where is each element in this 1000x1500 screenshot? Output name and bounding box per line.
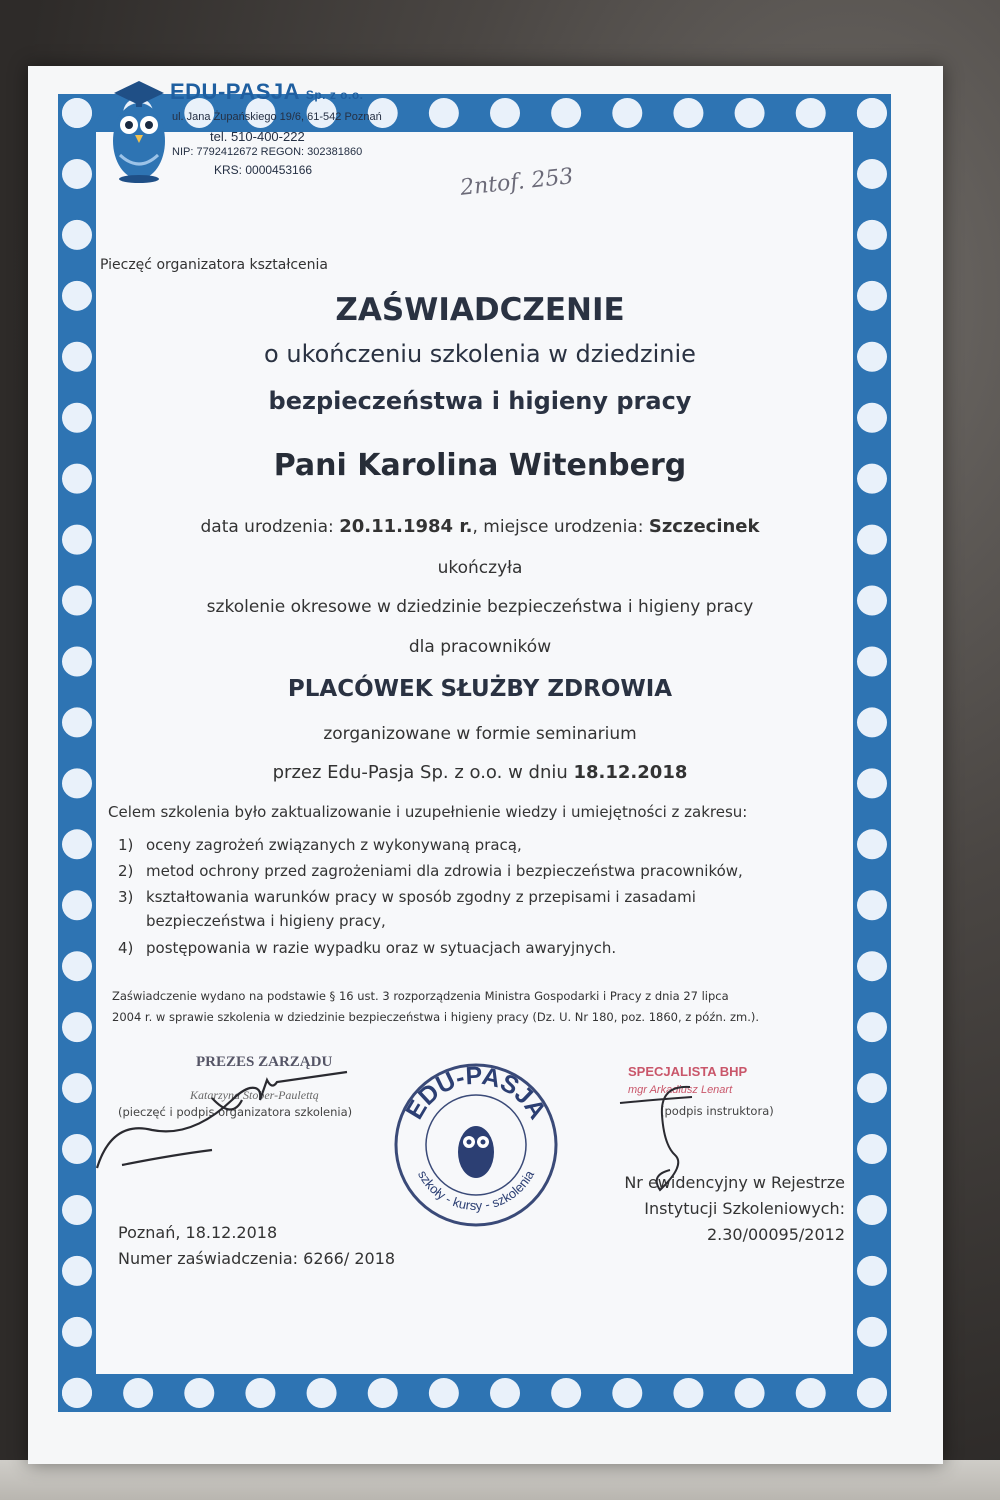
organized-by-prefix: przez Edu-Pasja Sp. z o.o. w dniu xyxy=(272,762,568,783)
goal-item: 4) postępowania w razie wypadku oraz w sytuacjach awaryjnych. xyxy=(118,939,617,957)
certificate-subtitle-bold: bezpieczeństwa i higieny pracy xyxy=(268,387,692,415)
organizer-krs: KRS: 0000453166 xyxy=(214,163,313,177)
organizer-nip-regon: NIP: 7792412672 REGON: 302381860 xyxy=(172,146,363,158)
birth-date: 20.11.1984 r. xyxy=(339,516,473,537)
organizer-address: ul. Jana Żupańskiego 19/6, 61-542 Poznań xyxy=(172,111,382,123)
legal-basis-line-1: Zaświadczenie wydano na podstawie § 16 ust. 3 rozporządzenia Ministra Gospodarki i Pracy z dnia 27 lipca xyxy=(112,989,729,1003)
certificate-title: ZAŚWIADCZENIE xyxy=(335,292,625,328)
svg-text:szkoły - kursy - szkolenia: szkoły - kursy - szkolenia xyxy=(414,1167,538,1214)
birth-info xyxy=(90,516,870,537)
president-stamp-title: PREZES ZARZĄDU xyxy=(196,1054,333,1070)
specialist-stamp-title: SPECJALISTA BHP xyxy=(628,1064,748,1079)
specialist-signature-caption: (podpis instruktora) xyxy=(660,1104,774,1118)
handwritten-note: 2ntof. 253 xyxy=(459,164,575,201)
registry-line-2: Instytucji Szkoleniowych: xyxy=(644,1199,845,1218)
goal-item: 2) metod ochrony przed zagrożeniami dla zdrowia i bezpieczeństwa pracowników, xyxy=(118,862,743,880)
issue-place-date: Poznań, 18.12.2018 xyxy=(118,1223,278,1242)
president-signature xyxy=(92,1060,362,1175)
certificate-subtitle: o ukończeniu szkolenia w dziedzinie xyxy=(264,340,696,368)
stamp-label: Pieczęć organizatora kształcenia xyxy=(100,257,328,273)
workplace-type: PLACÓWEK SŁUŻBY ZDROWIA xyxy=(287,676,673,702)
training-form: zorganizowane w formie seminarium xyxy=(323,724,637,744)
background-surface xyxy=(0,1460,1000,1500)
certificate-number: Numer zaświadczenia: 6266/ 2018 xyxy=(118,1249,396,1268)
goal-item: bezpieczeństwa i higieny pracy, xyxy=(146,912,386,930)
issue-info xyxy=(118,1220,395,1272)
training-goal: Celem szkolenia było zaktualizowanie i uzupełnienie wiedzy i umiejętności z zakresu: xyxy=(108,803,748,821)
training-date: 18.12.2018 xyxy=(573,762,688,783)
president-stamp-name: Katarzyna Stober-Paulettą xyxy=(190,1088,319,1102)
svg-text:EDU-PASJA: EDU-PASJA xyxy=(400,1062,552,1125)
owl-logo-icon xyxy=(100,75,178,185)
training-type: szkolenie okresowe w dziedzinie bezpieczeństwa i higieny pracy xyxy=(206,597,754,617)
birth-place-label: , miejsce urodzenia: xyxy=(472,517,644,537)
legal-basis-line-2: 2004 r. w sprawie szkolenia w dziedzinie bezpieczeństwa i higieny pracy (Dz. U. Nr 180, poz. 1860, z późn. zm.). xyxy=(112,1010,759,1024)
edu-pasja-round-seal xyxy=(393,1062,559,1228)
organizer-brand: EDU-PASJA Sp. z o.o. xyxy=(170,79,364,104)
birth-date-label: data urodzenia: xyxy=(200,517,334,537)
goal-item: 1) oceny zagrożeń związanych z wykonywaną pracą, xyxy=(118,836,522,854)
recipient-name: Pani Karolina Witenberg xyxy=(273,448,687,483)
registry-number: 2.30/00095/2012 xyxy=(706,1225,845,1244)
organizer-stamp xyxy=(100,75,400,285)
completed-text: ukończyła xyxy=(437,558,523,578)
birth-place: Szczecinek xyxy=(648,516,760,537)
registry-info xyxy=(580,1170,845,1248)
for-workers: dla pracowników xyxy=(408,637,552,657)
organizer-phone: tel. 510-400-222 xyxy=(210,129,305,144)
organized-by xyxy=(90,762,870,783)
president-signature-caption: (pieczęć i podpis organizatora szkolenia) xyxy=(118,1105,353,1119)
registry-line-1: Nr ewidencyjny w Rejestrze xyxy=(624,1173,845,1192)
specialist-stamp-name: mgr Arkadiusz Lenart xyxy=(628,1084,733,1096)
goal-item: 3) kształtowania warunków pracy w sposób zgodny z przepisami i zasadami xyxy=(118,888,696,906)
